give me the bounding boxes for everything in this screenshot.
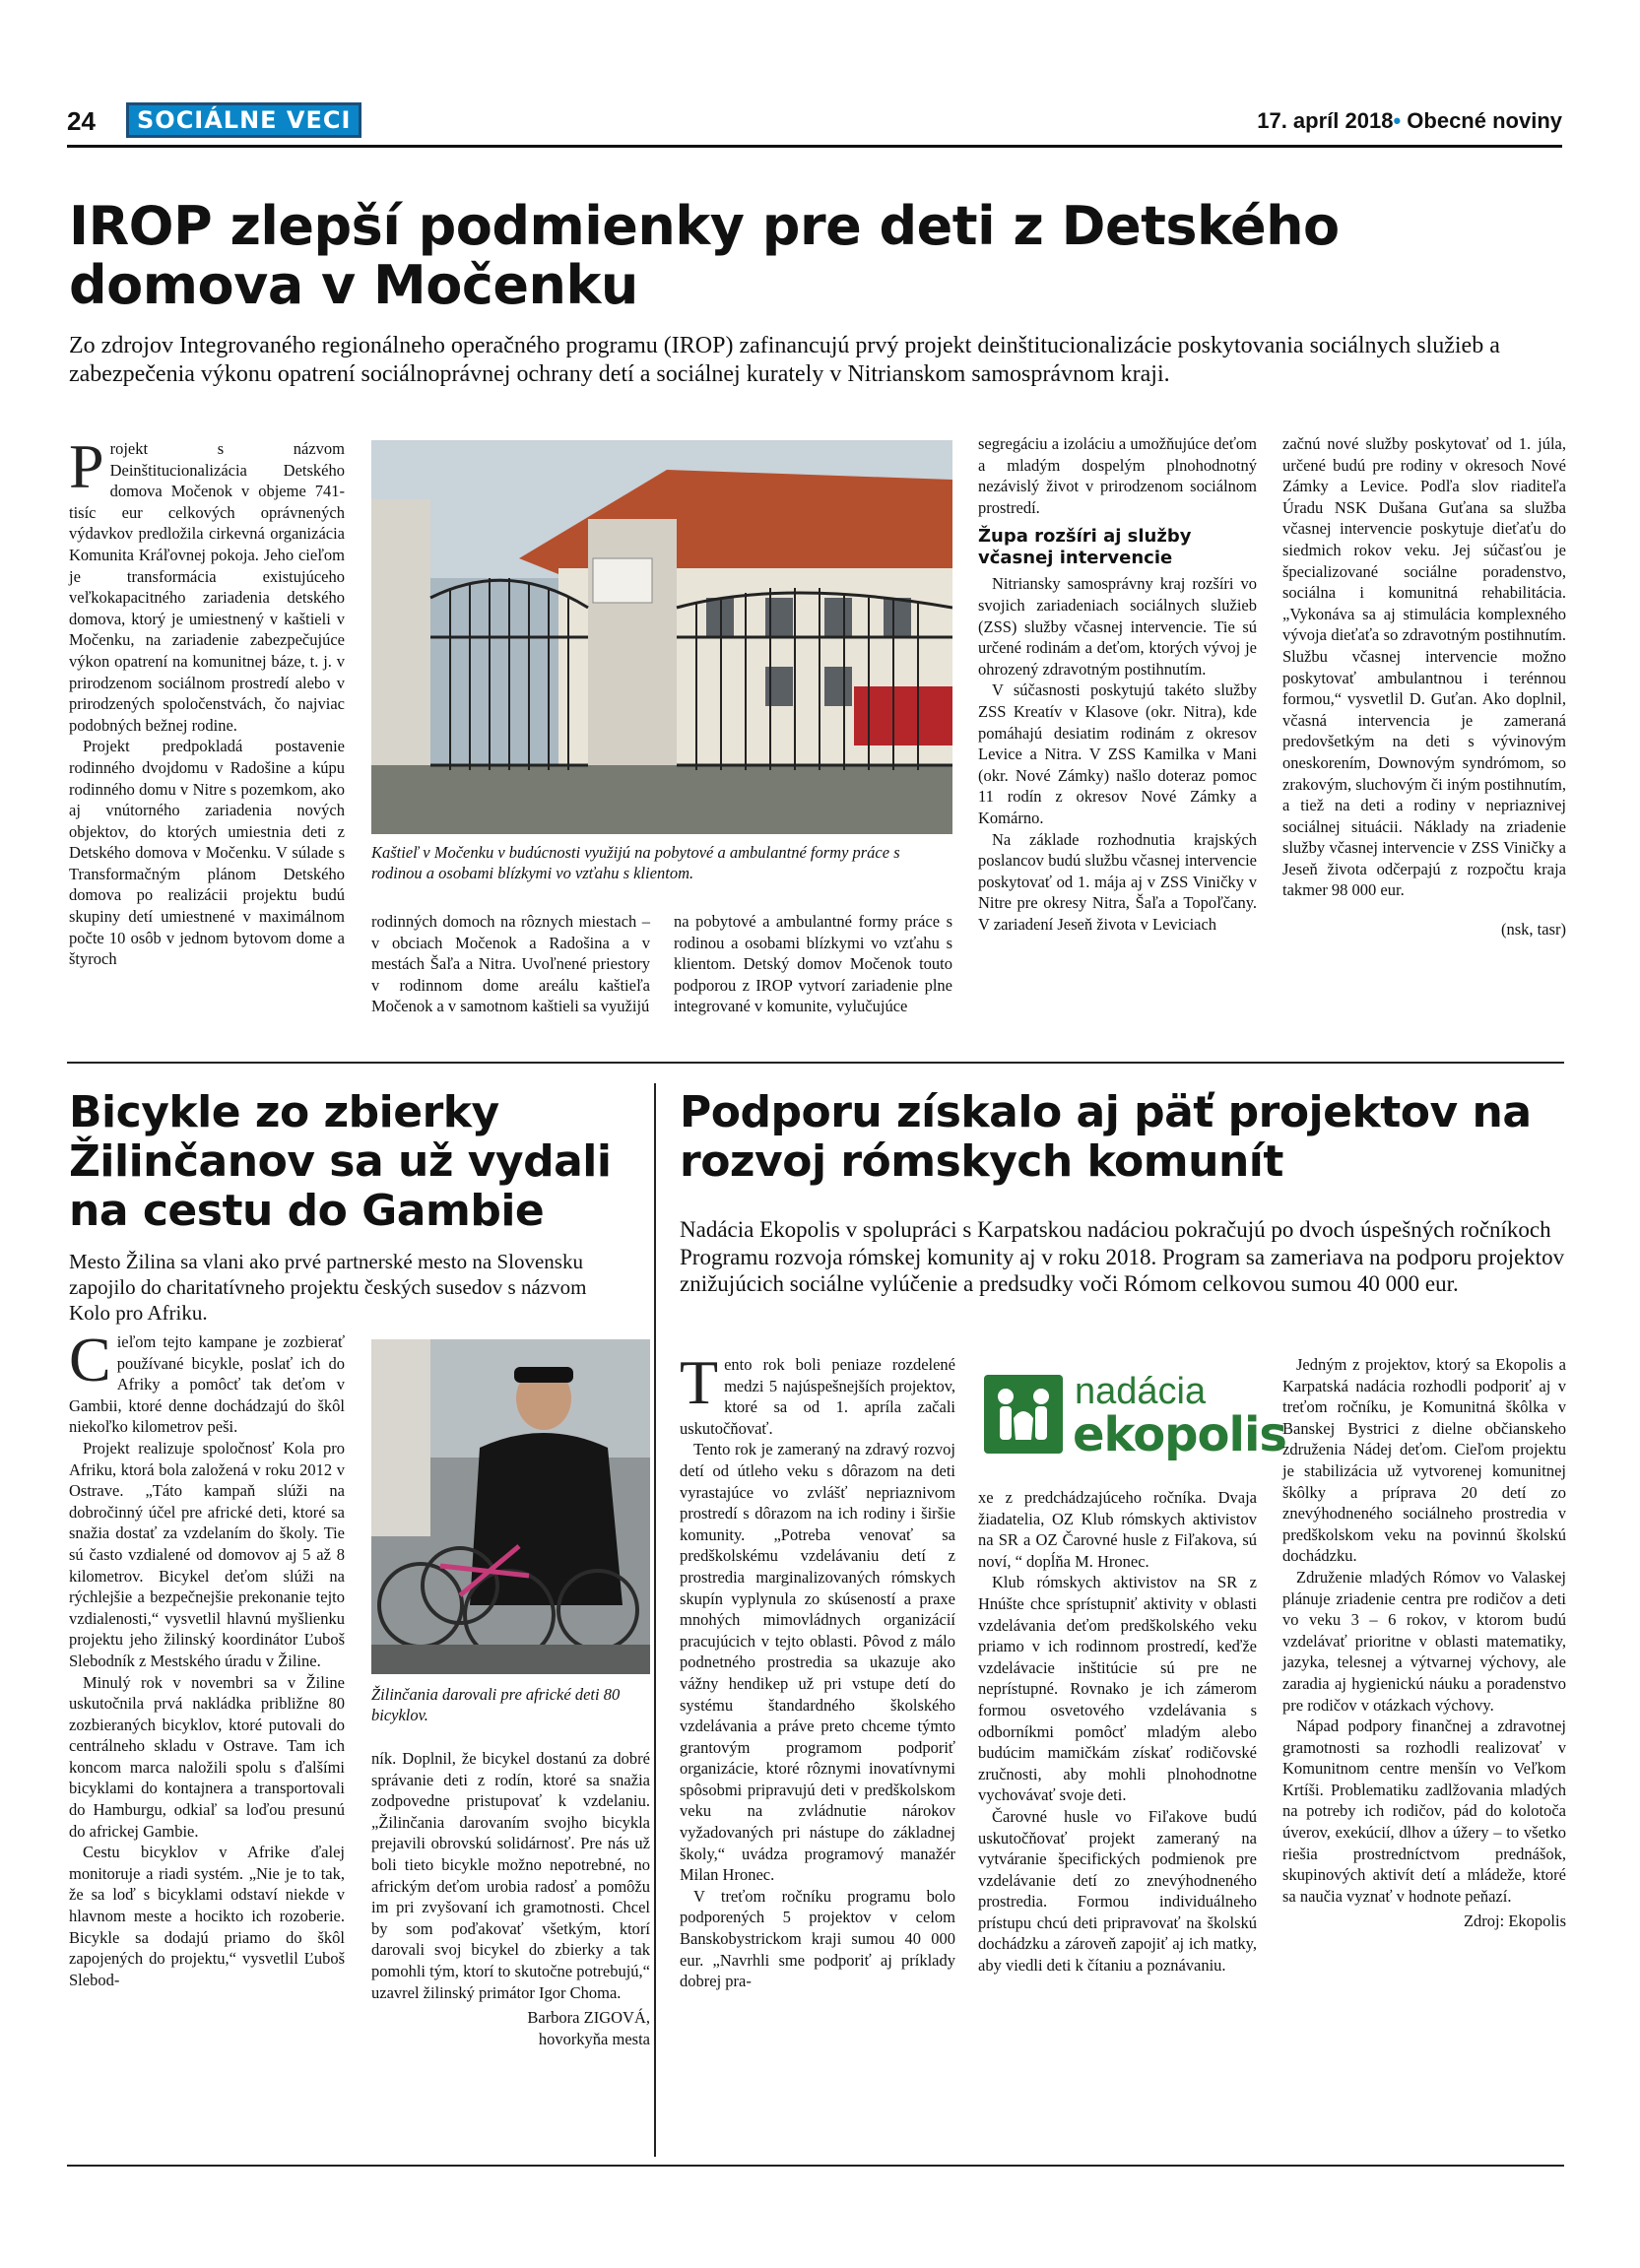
manor-gate-image bbox=[371, 440, 952, 834]
article3-credit: Zdroj: Ekopolis bbox=[1463, 1912, 1566, 1931]
article1-paragraph: na pobytové a ambulantné formy práce s rodinou a osobami blízkymi vo vzťahu s klientom. Detský domov Močenok touto podporou z IROP vytvorí zariadenie plne integrované v komunite, vylučujúce bbox=[674, 912, 952, 1016]
article1-column-3 bbox=[674, 911, 952, 1017]
article2-paragraph: Projekt realizuje spoločnosť Kola pro Afriku, ktorá bola založená v roku 2012 v Ostrave. „Táto kampaň slúži na dobročinný účel pre africké deti, ktoré sa snažia dostať za vzdelaním do školy. Tie sú často vzdialené od domovov aj 5 až 8 kilometrov. Bicykel deťom slúži na rýchlejšie a bezpečnejšie prekonanie tejto vzdialenosti,“ vysvetlil hlavnú myšlienku projektu jeho žilinský koordinátor Ľuboš Slebodník z Mestského úradu v Žiline. bbox=[69, 1438, 345, 1670]
article1-subheading: Župa rozšíri aj služby včasnej intervencie bbox=[978, 526, 1192, 569]
article2-paragraph: Cieľom tejto kampane je zozbierať používané bicykle, poslať ich do Afriky a pomôcť tak deťom v Gambii, ktoré denne dochádzajú do škôl niekoľko kilometrov peši. bbox=[69, 1325, 345, 1437]
drop-cap: P bbox=[69, 431, 104, 501]
ekopolis-logo-mark bbox=[984, 1375, 1063, 1454]
article3-lead: Nadácia Ekopolis v spolupráci s Karpatskou nadáciou pokračujú po dvoch úspešných ročníkoch Programu rozvoja rómskej komunity aj v roku 2018. Program sa zameriava na podporu projektov znižujúcich sociálne vylúčenie a predsudky voči Rómom celkovou sumou 40 000 eur. bbox=[680, 1217, 1565, 1296]
article1-paragraph: rodinných domoch na rôznych miestach – v obciach Močenok a Radošina a v mestách Šaľa a Nitra. Uvoľnené priestory v rodinnom dome areálu kaštieľa Močenok a v samotnom kaštieli sa využijú bbox=[371, 912, 650, 1016]
issue-info bbox=[1257, 108, 1562, 134]
ekopolis-logo bbox=[980, 1371, 1286, 1479]
article3-paragraph: Jedným z projektov, ktorý sa Ekopolis a Karpatská nadácia rozhodli podporiť aj v treťom ročníku, je Komunitná škôlka v Banskej Bystrici z dielne občianskeho združenia Nádej deťom. Cieľom projektu je stabilizácia už vytvorenej komunitnej škôlky a príprava 20 detí zo znevýhodneného sociálneho prostredia v predškolskom veku na povinnú školskú dochádzku. bbox=[1282, 1355, 1566, 1566]
bicycles-image bbox=[371, 1339, 650, 1674]
article1-paragraph: začnú nové služby poskytovať od 1. júla, určené budú pre rodiny v okresoch Nové Zámky a Levice. Podľa slov riaditeľa Úradu NSK Dušana Guťana sa služba včasnej intervencie poskytuje dieťaťu do siedmich rokov veku. Jej súčasťou je špecializované sociálne poradenstvo, sociálna i komunitná rehabilitácia. „Vykonáva sa aj stimulácia komplexného vývoja dieťaťa so zdravotným postihnutím. Službu včasnej intervencie možno poskytovať ambulantnou i terénnou formou,“ vysvetlil D. Guťan. Ako doplnil, včasná intervencia je zameraná predovšetkým na deti s vývinovým oneskorením, Downovým syndrómom, so zrakovým, sluchovým či iným postihnutím, a tiež na deti a rodiny v nepriaznivej sociálnej situácii. Náklady na zriadenie služby včasnej intervencie v ZSS Viničky a Jeseň života odčerpajú z rozpočtu kraja takmer 98 000 eur. bbox=[1282, 434, 1566, 900]
article3-paragraph: Združenie mladých Rómov vo Valaskej plánuje zriadenie centra pre rodičov a deti vo veku 3 – 6 rokov, v ktorom budú vzdelávať prioritne v oblasti matematiky, jazyka, telesnej a výtvarnej výchovy, ale zaradia aj hygienickú náuku a poradenstvo pre rodičov v otázkach výchovy. bbox=[1282, 1567, 1566, 1715]
article1-headline: IROP zlepší podmienky pre deti z Detského domova v Močenku bbox=[69, 195, 1340, 316]
article1-lead: Zo zdrojov Integrovaného regionálneho operačného programu (IROP) zafinancujú prvý projekt deinštitucionalizácie poskytovania sociálnych služieb a zabezpečenia výkonu opatrení sociálnoprávnej ochrany detí a sociálnej kurately v Nitrianskom samosprávnom kraji. bbox=[69, 333, 1500, 387]
article1-column-1 bbox=[69, 431, 345, 970]
article3-paragraph: V treťom ročníku programu bolo podporených 5 projektov v celom Banskobystrickom kraji sumou 40 000 eur. „Navrhli sme podporiť aj príklady dobrej pra- bbox=[680, 1886, 955, 1991]
article2-paragraph: ník. Doplnil, že bicykel dostanú za dobré správanie deti z rodín, ktoré sa snažia zodpovedne pristupovať k vzdelaniu. „Žilinčania darovaním svojho bicykla prejavili obrovskú solidárnosť. Pre nás už boli tieto bicykle možno nepotrebné, no africkým deťom urobia radosť a pomôžu im pri zvyšovaní ich gramotnosti. Chcel by som poďakovať všetkým, ktorí darovali svoj bicykel do zbierky a tak pomohli tým, ktorí to skutočne potrebujú,“ uzavrel žilinský primátor Igor Choma. bbox=[371, 1749, 650, 2002]
logo-text-top: nadácia bbox=[1075, 1371, 1207, 1412]
author-name: Barbora ZIGOVÁ, bbox=[527, 2008, 650, 2028]
article3-column-1 bbox=[680, 1347, 955, 1992]
author-signature bbox=[371, 2007, 650, 2049]
article3-paragraph: Čarovné husle vo Fiľakove budú uskutočňovať projekt zameraný na vytváranie špecifických podmienok pre vzdelávanie detí zo znevýhodneného prostredia. Formou individuálneho prístupu chcú deti pripravovať na školskú dochádzku a zároveň zapojiť aj ich matky, aby viedli deti k čítaniu a poznávaniu. bbox=[978, 1806, 1257, 1976]
author-role: hovorkyňa mesta bbox=[538, 2029, 650, 2048]
article3-paragraph: xe z predchádzajúceho ročníka. Dvaja žiadatelia, OZ Klub rómskych aktivistov na SR a OZ Čarovné husle z Fiľakova, sú noví, “ dopĺňa M. Hronec. bbox=[978, 1488, 1257, 1571]
issue-date: 17. apríl 2018 bbox=[1257, 108, 1394, 133]
drop-cap: T bbox=[680, 1347, 719, 1417]
photo-caption: Kaštieľ v Močenku v budúcnosti využijú na pobytové a ambulantné formy práce s rodinou a osobami blízkymi vo vzťahu s klientom. bbox=[371, 843, 900, 882]
logo-text-main: ekopolis bbox=[1073, 1407, 1286, 1462]
article1-paragraph: V súčasnosti poskytujú takéto služby ZSS Kreatív v Klasove (okr. Nitra), kde pomáhajú desiatim rodinám z okresov Levice a Nitra. V ZSS Kamilka v Mani (okr. Nové Zámky) našlo doteraz pomoc 11 rodín z okresov Nové Zámky a Komárno. bbox=[978, 680, 1257, 827]
page-header bbox=[67, 102, 1562, 148]
article3-paragraph: Klub rómskych aktivistov na SR z Hnúšte chce sprístupniť aktivity v oblasti vzdelávania deťom predškolského veku priamo v ich rodinnom prostredí, keďže vzdelávacie inštitúcie sú pre ne neprístupné. Rovnako je ich zámerom formou osvetového vzdelávania s odborníkmi pomôcť mladým alebo budúcim mamičkám získať rodičovské zručnosti, aby mohli plnohodnotne vychovávať svoje deti. bbox=[978, 1573, 1257, 1805]
vertical-divider bbox=[654, 1083, 656, 2157]
article2-lead: Mesto Žilina sa vlani ako prvé partnerské mesto na Slovensku zapojilo do charitatívneho projektu českých susedov s názvom Kolo pro Afriku. bbox=[69, 1250, 587, 1325]
article3-paragraph: Tento rok boli peniaze rozdelené medzi 5 najúspešnejších projektov, ktoré sa od 1. apríla začali uskutočňovať. bbox=[680, 1347, 955, 1438]
bicycles-photo bbox=[371, 1339, 650, 1674]
article1-paragraph: Projekt s názvom Deinštitucionalizácia Detského domova Močenok v objeme 741-tisíc eur celkových oprávnených výdavkov predložila cirkevná organizácia Komunita Kráľovnej pokoja. Jeho cieľom je transformácia existujúceho veľkokapacitného zariadenia detského domova, ktorý je umiestnený v kaštieli v Močenku, na zariadenie zabezpečujúce výkon opatrení na komunitnej báze, t. j. v prirodzenom sociálnom prostredí alebo v prirodzených spoločenstvách, čo najviac podobných bežnej rodine. bbox=[69, 431, 345, 735]
article2-column-1 bbox=[69, 1325, 345, 1990]
article1-paragraph: Projekt predpokladá postavenie rodinného dvojdomu v Radošine a kúpu rodinného domu v Nitre s pozemkom, ako aj vnútorného zariadenia nových objektov, do ktorých umiestnia deti z Detského domova v Močenku. V súlade s Transformačným plánom Detského domova po realizácii projektu budú skupiny detí umiestnené v maximálnom počte 10 osôb v jednom bytovom dome a štyroch bbox=[69, 737, 345, 969]
article3-paragraph: Tento rok je zameraný na zdravý rozvoj detí od útleho veku s dôrazom na deti vyrastajúce vo zvlášť nepriaznivom prostredí s dôrazom na ich rodiny i širšie komunity. „Potreba venovať sa predškolskému vzdelávaniu detí z prostredia marginalizovaných rómskych skupín vyplynula zo skúseností a praxe mnohých mimovládnych organizácií pracujúcich v tejto oblasti. Pôvod z málo podnetného prostredia sa ukazuje ako vážny hendikep už pri vstupe detí do systému štandardného školského vzdelávania a práve preto chceme týmto grantovým programom podporiť organizácie, ktoré rôznymi inovatívnymi spôsobmi pripravujú deti v predškolskom veku na zvládnutie nárokov vyžadovaných pri nástupe do základnej školy,“ uvádza programový manažér Milan Hronec. bbox=[680, 1440, 955, 1885]
article1-paragraph: segregáciu a izoláciu a umožňujúce deťom a mladým dospelým plnohodnotný nezávislý život v prirodzenom sociálnom prostredí. bbox=[978, 434, 1257, 517]
article2-paragraph: Minulý rok v novembri sa v Žiline uskutočnila prvá nakládka približne 80 zozbieraných bicyklov, ktoré putovali do centrálneho skladu v Ostrave. Tam ich koncom marca naložili spolu s ďalšími bicyklami do kontajnera a transportovali do Hamburgu, odkiaľ sa loďou presunú do africkej Gambie. bbox=[69, 1672, 345, 1841]
section-label: SOCIÁLNE VECI bbox=[126, 102, 361, 138]
article1-column-4 bbox=[978, 433, 1257, 935]
article3-column-3 bbox=[1282, 1354, 1566, 1932]
manor-gate-photo bbox=[371, 440, 952, 834]
article3-paragraph: Nápad podpory finančnej a zdravotnej gramotnosti sa rozhodli realizovať v Komunitnom centre menšín vo Veľkom Krtíši. Problematiku zadlžovania mladých na potreby ich rodičov, pád do kolotoča úverov, exekúcií, dlhov a úžery – to všetko riešia prostredníctvom prednášok, skupinových aktivít detí a mládeže, ktoré sa naučia vyznať v hodnote peňazí. bbox=[1282, 1717, 1566, 1906]
article1-paragraph: Na základe rozhodnutia krajských poslancov budú službu včasnej intervencie poskytovať od 1. mája aj v ZSS Viničky v Nitre pre okresy Nitra, Šaľa a Topoľčany. V zariadení Jeseň života v Leviciach bbox=[978, 829, 1257, 934]
separator-dot: • bbox=[1393, 108, 1402, 133]
page-number: 24 bbox=[67, 106, 96, 136]
article1-column-2 bbox=[371, 911, 650, 1017]
article1-paragraph: Nitriansky samosprávny kraj rozšíri vo svojich zariadeniach sociálnych služieb (ZSS) služby včasnej intervencie. Tie sú určené rodinám a deťom, ktorých vývoj je ohrozený zdravotným postihnutím. bbox=[978, 574, 1257, 679]
photo-caption: Žilinčania darovali pre africké deti 80 bicyklov. bbox=[371, 1685, 621, 1724]
article1-column-5 bbox=[1282, 433, 1566, 940]
article2-paragraph: Cestu bicyklov v Afrike ďalej monitoruje a riadi systém. „Nie je to tak, že sa loď s bicyklami odstaví niekde v hlavnom meste a hocikto ich rozoberie. Bicykle sa dodajú priamo do škôl zapojených do projektu,“ vysvetlil Ľuboš Slebod- bbox=[69, 1843, 345, 1989]
publication-name: Obecné noviny bbox=[1407, 108, 1562, 133]
article2-column-2 bbox=[371, 1748, 650, 2049]
article1-credit: (nsk, tasr) bbox=[1501, 920, 1566, 940]
article3-headline: Podporu získalo aj päť projektov na rozvoj rómskych komunít bbox=[680, 1087, 1532, 1187]
drop-cap: C bbox=[69, 1325, 111, 1394]
footer-rule bbox=[67, 2165, 1564, 2167]
article2-headline: Bicykle zo zbierky Žilinčanov sa už vydali na cestu do Gambie bbox=[69, 1087, 612, 1236]
horizontal-divider bbox=[67, 1062, 1564, 1064]
article3-column-2 bbox=[978, 1487, 1257, 1976]
